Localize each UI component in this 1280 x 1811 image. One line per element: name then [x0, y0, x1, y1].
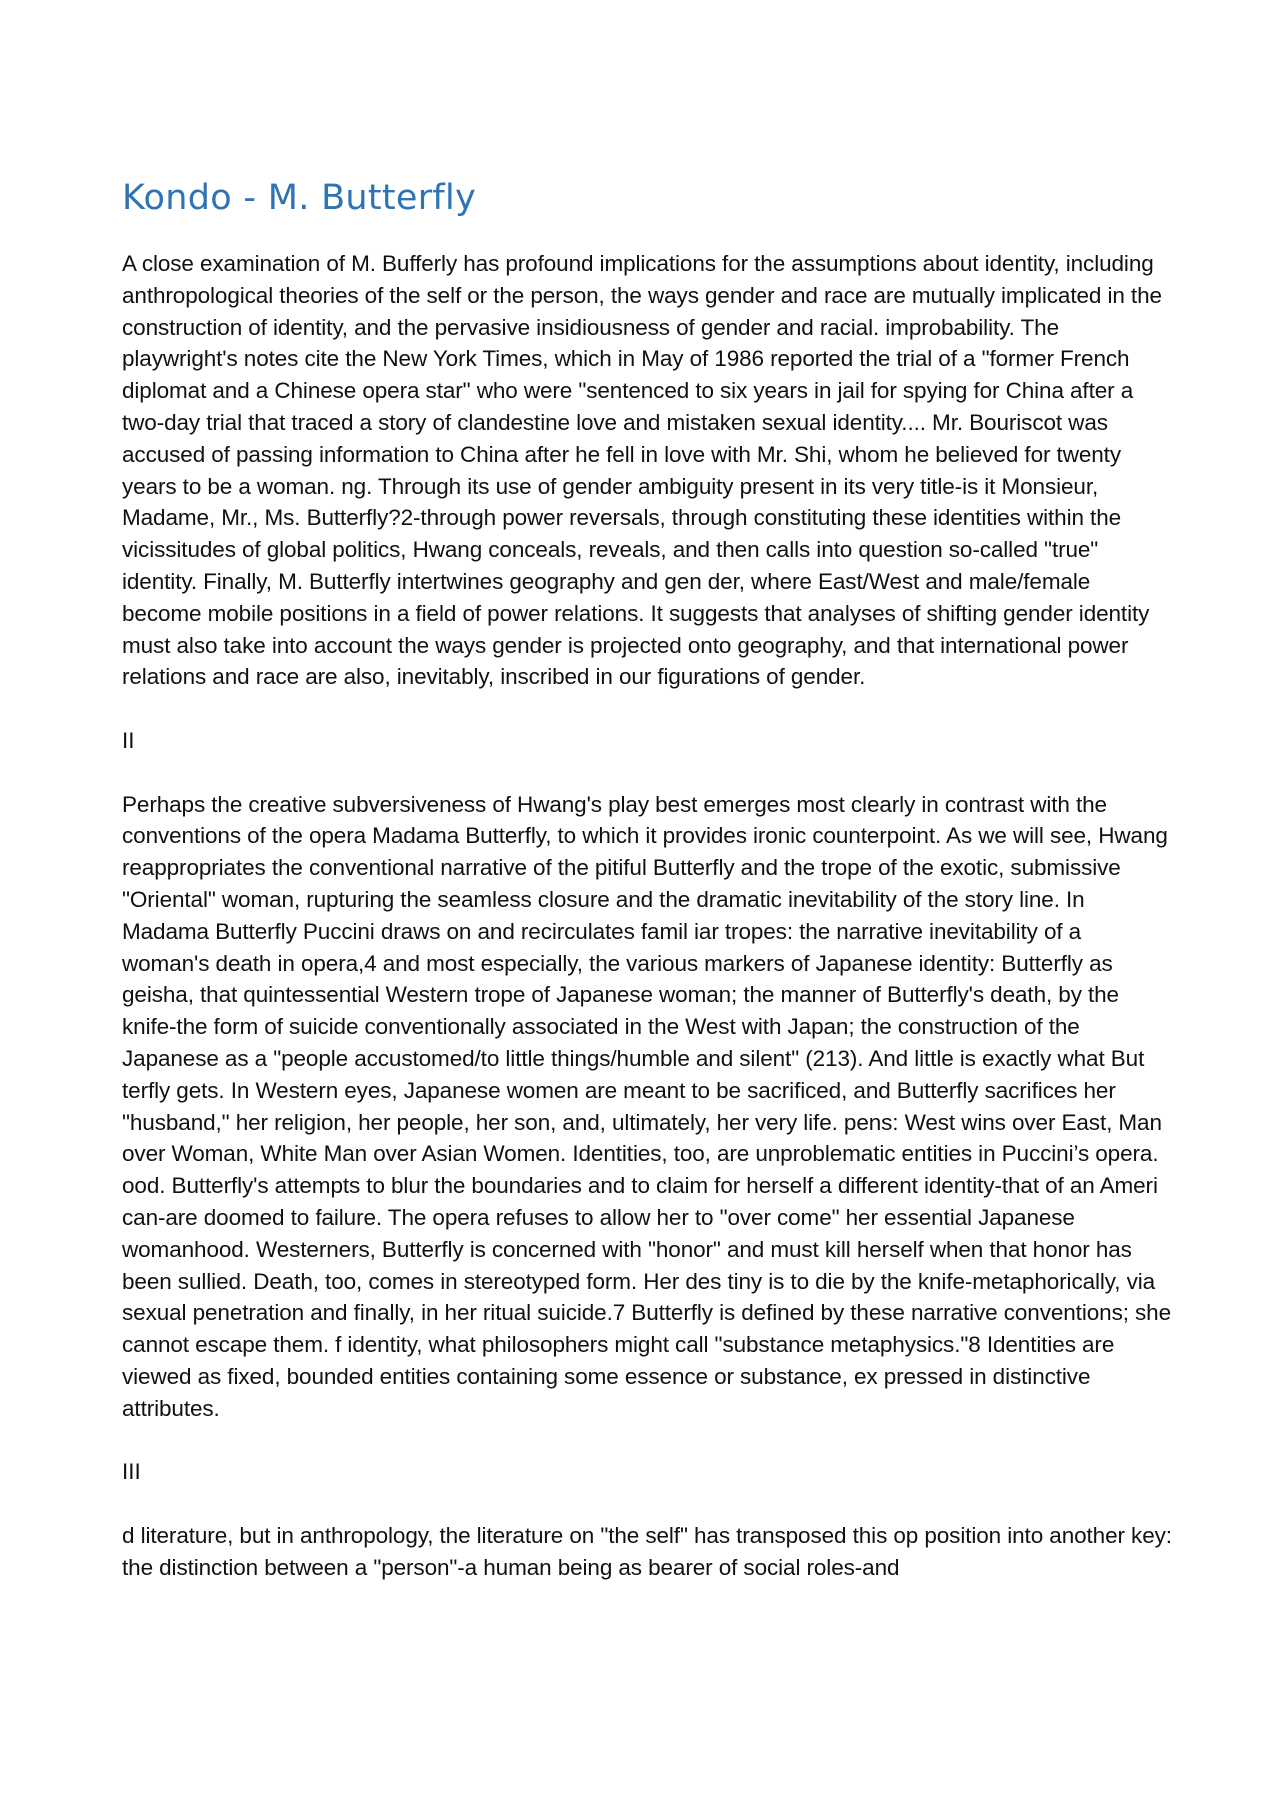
section-heading-ii: II [122, 727, 135, 753]
paragraph-section-2: Perhaps the creative subversiveness of Hwang's play best emerges most clearly in contrast with the conventions of the opera Madama Butterfly, to which it provides ironic counterpoint. As we will see, Hwang reappropriates the conventional narrative of the pitiful Butterfly and the trope of the exotic, submissive "Oriental" woman, rupturing the seamless closure and the dramatic inevitability of the story line. In Madama Butterfly Puccini draws on and recirculates famil iar tropes: the narrative inevitability of a woman's death in opera,4 and most especially, the various markers of Japanese identity: Butterfly as geisha, that quintessential Western trope of Japanese woman; the manner of Butterfly's death, by the knife-the form of suicide conventionally associated in the West with Japan; the construction of the Japanese as a "people accustomed/to little things/humble and silent" (213). And little is exactly what But terfly gets. In Western eyes, Japanese women are meant to be sacrificed, and Butterfly sacrifices her "husband," her religion, her people, her son, and, ultimately, her very life. pens: West wins over East, Man over Woman, White Man over Asian Women. Identities, too, are unproblematic entities in Puccini’s opera. ood. Butterfly's attempts to blur the boundaries and to claim for herself a different identity-that of an Ameri can-are doomed to failure. The opera refuses to allow her to "over come" her essential Japanese womanhood. Westerners, Butterfly is concerned with "honor" and must kill herself when that honor has been sullied. Death, too, comes in stereotyped form. Her des tiny is to die by the knife-metaphorically, via sexual penetration and finally, in her ritual suicide.7 Butterfly is defined by these narrative conventions; she cannot escape them. f identity, what philosophers might call "substance metaphysics."8 Identities are viewed as fixed, bounded entities containing some essence or substance, ex pressed in distinctive attributes. [122, 791, 1171, 1421]
paragraph-section-3: d literature, but in anthropology, the literature on "the self" has transposed this op position into another key: the distinction between a "person"-a human being as bearer of social roles-and [122, 1522, 1172, 1580]
document-body [122, 174, 1172, 1615]
section-heading-iii: III [122, 1459, 141, 1485]
document-title: Kondo - M. Butterfly [122, 178, 477, 218]
paragraph-section-1: A close examination of M. Bufferly has profound implications for the assumptions about identity, including anthropological theories of the self or the person, the ways gender and race are mutually implicated in the construction of identity, and the pervasive insidiousness of gender and racial. improbability. The playwright's notes cite the New York Times, which in May of 1986 reported the trial of a "former French diplomat and a Chinese opera star" who were "sentenced to six years in jail for spying for China after a two-day trial that traced a story of clandestine love and mistaken sexual identity.... Mr. Bouriscot was accused of passing information to China after he fell in love with Mr. Shi, whom he believed for twenty years to be a woman. ng. Through its use of gender ambiguity present in its very title-is it Monsieur, Madame, Mr., Ms. Butterfly?2-through power reversals, through constituting these identities within the vicissitudes of global politics, Hwang conceals, reveals, and then calls into question so-called "true" identity. Finally, M. Butterfly intertwines geography and gen der, where East/West and male/female become mobile positions in a field of power relations. It suggests that analyses of shifting gender identity must also take into account the ways gender is projected onto geography, and that international power relations and race are also, inevitably, inscribed in our figurations of gender. [122, 251, 1162, 690]
